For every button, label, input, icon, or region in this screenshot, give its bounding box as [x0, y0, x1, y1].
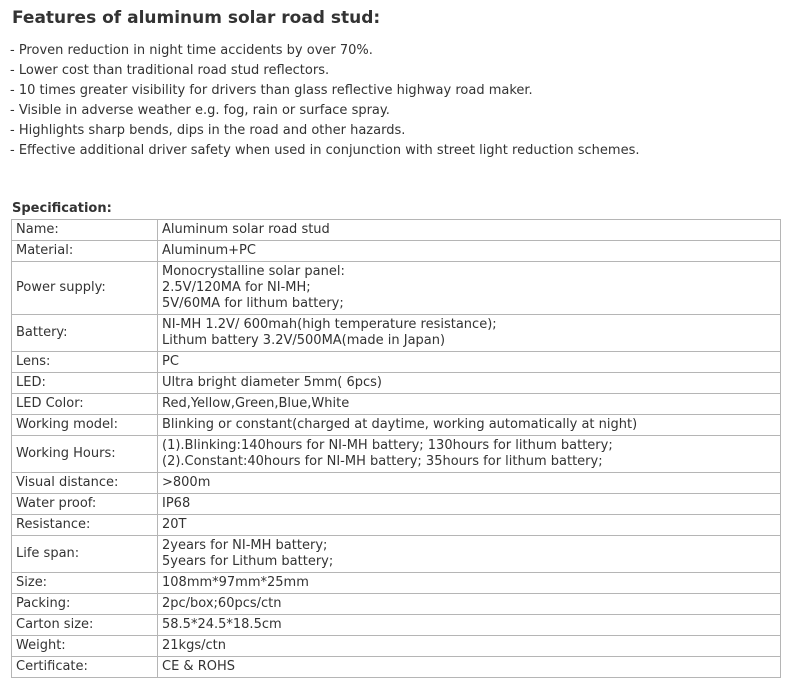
feature-item: - Highlights sharp bends, dips in the road and other hazards.: [10, 123, 406, 138]
spec-label: Weight:: [12, 636, 158, 657]
spec-row-material: [12, 241, 781, 262]
feature-item: - Visible in adverse weather e.g. fog, rain or surface spray.: [10, 103, 390, 118]
spec-value: [158, 373, 781, 394]
spec-value: [158, 415, 781, 436]
spec-value: [158, 241, 781, 262]
spec-value-line: 2years for NI-MH battery;: [162, 538, 328, 553]
page-title: Features of aluminum solar road stud:: [12, 8, 381, 28]
spec-value-line: Lithum battery 3.2V/500MA(made in Japan): [162, 333, 446, 348]
spec-value-line: 21kgs/ctn: [162, 638, 226, 653]
spec-value: [158, 536, 781, 573]
spec-row-battery: [12, 315, 781, 352]
feature-item: - Lower cost than traditional road stud reflectors.: [10, 63, 330, 78]
spec-value-line: PC: [162, 354, 179, 369]
spec-value-line: 5V/60MA for lithum battery;: [162, 296, 344, 311]
spec-row-power-supply: [12, 262, 781, 315]
spec-row-working-hours: [12, 436, 781, 473]
spec-label: Name:: [12, 220, 158, 241]
spec-value-line: Red,Yellow,Green,Blue,White: [162, 396, 350, 411]
spec-value-line: 2.5V/120MA for NI-MH;: [162, 280, 311, 295]
spec-value-line: Aluminum+PC: [162, 243, 256, 258]
spec-value-line: IP68: [162, 496, 191, 511]
spec-row-visual-distance: [12, 473, 781, 494]
spec-value: [158, 636, 781, 657]
spec-row-led-color: [12, 394, 781, 415]
feature-item: - Effective additional driver safety when used in conjunction with street light reduction schemes.: [10, 143, 640, 158]
spec-value-line: Blinking or constant(charged at daytime, working automatically at night): [162, 417, 638, 432]
spec-value-line: 58.5*24.5*18.5cm: [162, 617, 282, 632]
spec-value: [158, 515, 781, 536]
spec-value-line: 108mm*97mm*25mm: [162, 575, 309, 590]
spec-value: [158, 394, 781, 415]
specification-heading: Specification:: [12, 201, 112, 216]
spec-value: [158, 436, 781, 473]
spec-value-line: Aluminum solar road stud: [162, 222, 330, 237]
spec-value: [158, 473, 781, 494]
spec-label: Material:: [12, 241, 158, 262]
feature-item: - Proven reduction in night time accidents by over 70%.: [10, 43, 373, 58]
spec-label: Life span:: [12, 536, 158, 573]
spec-value: [158, 494, 781, 515]
feature-item: - 10 times greater visibility for drivers than glass reflective highway road maker.: [10, 83, 533, 98]
spec-value-line: 20T: [162, 517, 187, 532]
spec-value-line: 5years for Lithum battery;: [162, 554, 334, 569]
spec-label: Power supply:: [12, 262, 158, 315]
spec-row-packing: [12, 594, 781, 615]
features-list: [10, 41, 639, 161]
spec-value-line: Ultra bright diameter 5mm( 6pcs): [162, 375, 382, 390]
spec-label: LED Color:: [12, 394, 158, 415]
spec-value-line: 2pc/box;60pcs/ctn: [162, 596, 282, 611]
spec-label: Working model:: [12, 415, 158, 436]
spec-label: Carton size:: [12, 615, 158, 636]
spec-value: [158, 220, 781, 241]
spec-row-lens: [12, 352, 781, 373]
spec-label: Packing:: [12, 594, 158, 615]
spec-value-line: Monocrystalline solar panel:: [162, 264, 345, 279]
spec-row-certificate: [12, 657, 781, 678]
spec-row-resistance: [12, 515, 781, 536]
spec-value: [158, 352, 781, 373]
spec-value: [158, 594, 781, 615]
spec-label: Working Hours:: [12, 436, 158, 473]
spec-value: [158, 615, 781, 636]
spec-label: Water proof:: [12, 494, 158, 515]
spec-label: Certificate:: [12, 657, 158, 678]
spec-label: LED:: [12, 373, 158, 394]
spec-label: Size:: [12, 573, 158, 594]
spec-row-led: [12, 373, 781, 394]
spec-label: Visual distance:: [12, 473, 158, 494]
spec-row-life-span: [12, 536, 781, 573]
spec-value: [158, 315, 781, 352]
spec-value-line: (1).Blinking:140hours for NI-MH battery; 130hours for lithum battery;: [162, 438, 613, 453]
spec-label: Battery:: [12, 315, 158, 352]
specification-table: [11, 219, 781, 678]
spec-value-line: (2).Constant:40hours for NI-MH battery; 35hours for lithum battery;: [162, 454, 603, 469]
spec-row-carton-size: [12, 615, 781, 636]
spec-row-size: [12, 573, 781, 594]
spec-value: [158, 573, 781, 594]
spec-value: [158, 657, 781, 678]
spec-label: Lens:: [12, 352, 158, 373]
spec-value-line: NI-MH 1.2V/ 600mah(high temperature resistance);: [162, 317, 497, 332]
spec-row-water-proof: [12, 494, 781, 515]
spec-row-name: [12, 220, 781, 241]
spec-row-working-model: [12, 415, 781, 436]
spec-label: Resistance:: [12, 515, 158, 536]
spec-value-line: >800m: [162, 475, 211, 490]
spec-value-line: CE & ROHS: [162, 659, 235, 674]
spec-value: [158, 262, 781, 315]
spec-row-weight: [12, 636, 781, 657]
